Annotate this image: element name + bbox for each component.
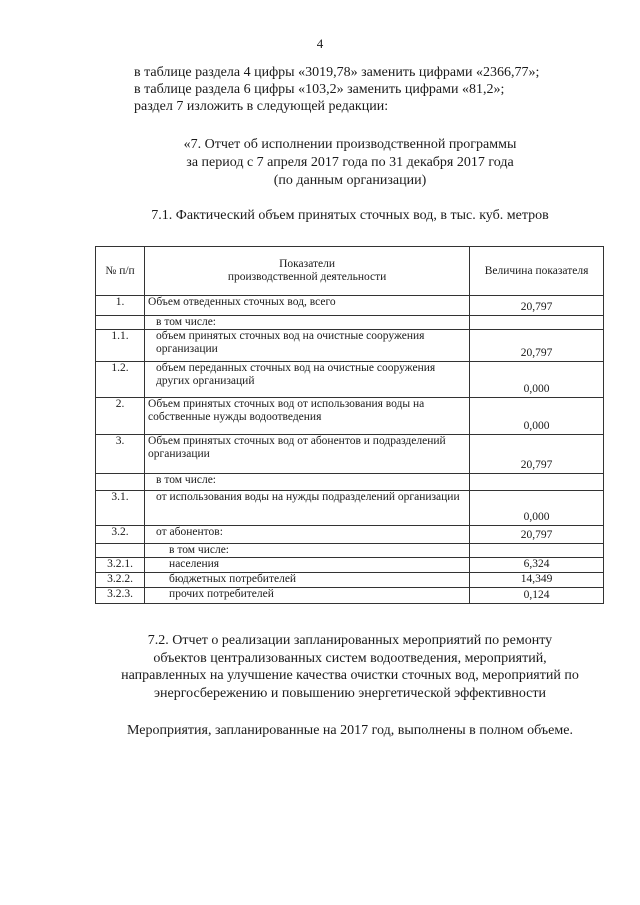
report-title (92, 632, 608, 702)
table-row (96, 573, 604, 588)
row-indicator: в том числе: (145, 544, 470, 558)
row-number: 1. (96, 296, 145, 316)
conclusion-paragraph: Мероприятия, запланированные на 2017 год, выполнены в полном объеме. (127, 723, 573, 738)
table-header-row (96, 247, 604, 296)
header-indicator (145, 247, 470, 296)
table-row (96, 588, 604, 604)
row-indicator: Объем отведенных сточных вод, всего (145, 296, 470, 316)
row-indicator: объем принятых сточных вод на очистные сооружения организации (145, 330, 470, 362)
row-number: 3.2. (96, 526, 145, 544)
row-number: 2. (96, 398, 145, 435)
row-value: 0,000 (470, 362, 604, 398)
row-number: 1.1. (96, 330, 145, 362)
row-value: 20,797 (470, 435, 604, 474)
row-value: 6,324 (470, 558, 604, 573)
table-row (96, 330, 604, 362)
row-value: 20,797 (470, 296, 604, 316)
table-row (96, 558, 604, 573)
row-indicator: Объем принятых сточных вод от абонентов и подразделений организации (145, 435, 470, 474)
table-row (96, 526, 604, 544)
header-value: Величина показателя (470, 247, 604, 296)
row-indicator: объем переданных сточных вод на очистные сооружения других организаций (145, 362, 470, 398)
row-number: 3.1. (96, 491, 145, 526)
row-indicator: Объем принятых сточных вод от использования воды на собственные нужды водоотведения (145, 398, 470, 435)
row-number: 3. (96, 435, 145, 474)
row-indicator: населения (145, 558, 470, 573)
row-number (96, 474, 145, 491)
header-indicator-line: Показатели (279, 258, 336, 270)
row-indicator: в том числе: (145, 474, 470, 491)
row-number: 1.2. (96, 362, 145, 398)
row-indicator: от абонентов: (145, 526, 470, 544)
row-value: 0,000 (470, 398, 604, 435)
table-row (96, 491, 604, 526)
row-number (96, 544, 145, 558)
table-row (96, 398, 604, 435)
intro-line: раздел 7 изложить в следующей редакции: (134, 99, 389, 114)
intro-text (134, 64, 604, 115)
row-indicator: от использования воды на нужды подразделений организации (145, 491, 470, 526)
table-row (96, 316, 604, 330)
row-value: 20,797 (470, 526, 604, 544)
row-value: 14,349 (470, 573, 604, 588)
report-title-line: направленных на улучшение качества очистки сточных вод, мероприятий по (121, 668, 579, 683)
section-title-line: (по данным организации) (273, 173, 427, 188)
page-number: 4 (316, 36, 324, 51)
row-indicator: в том числе: (145, 316, 470, 330)
row-value (470, 316, 604, 330)
row-indicator: прочих потребителей (145, 588, 470, 604)
wastewater-volume-table (95, 246, 604, 604)
row-number: 3.2.2. (96, 573, 145, 588)
intro-line: в таблице раздела 6 цифры «103,2» заменить цифрами «81,2»; (134, 82, 505, 97)
report-title-line: 7.2. Отчет о реализации запланированных мероприятий по ремонту (147, 633, 553, 648)
section-title (100, 136, 600, 190)
table-row (96, 544, 604, 558)
header-indicator-line: производственной деятельности (227, 271, 387, 283)
row-value (470, 544, 604, 558)
header-number: № п/п (96, 247, 145, 296)
row-value: 0,124 (470, 588, 604, 604)
intro-line: в таблице раздела 4 цифры «3019,78» заменить цифрами «2366,77»; (134, 65, 540, 80)
row-number: 3.2.1. (96, 558, 145, 573)
row-value: 0,000 (470, 491, 604, 526)
report-title-line: энергосбережению и повышению энергетической эффективности (154, 685, 546, 701)
row-number (96, 316, 145, 330)
row-value (470, 474, 604, 491)
row-number: 3.2.3. (96, 588, 145, 604)
table-row (96, 435, 604, 474)
table-row (96, 474, 604, 491)
subsection-title: 7.1. Фактический объем принятых сточных вод, в тыс. куб. метров (151, 208, 549, 223)
table-row (96, 296, 604, 316)
row-indicator: бюджетных потребителей (145, 573, 470, 588)
row-value: 20,797 (470, 330, 604, 362)
table-row (96, 362, 604, 398)
section-title-line: «7. Отчет об исполнении производственной программы (183, 137, 517, 152)
section-title-line: за период с 7 апреля 2017 года по 31 декабря 2017 года (186, 155, 514, 170)
report-title-line: объектов централизованных систем водоотведения, мероприятий, (153, 650, 547, 666)
